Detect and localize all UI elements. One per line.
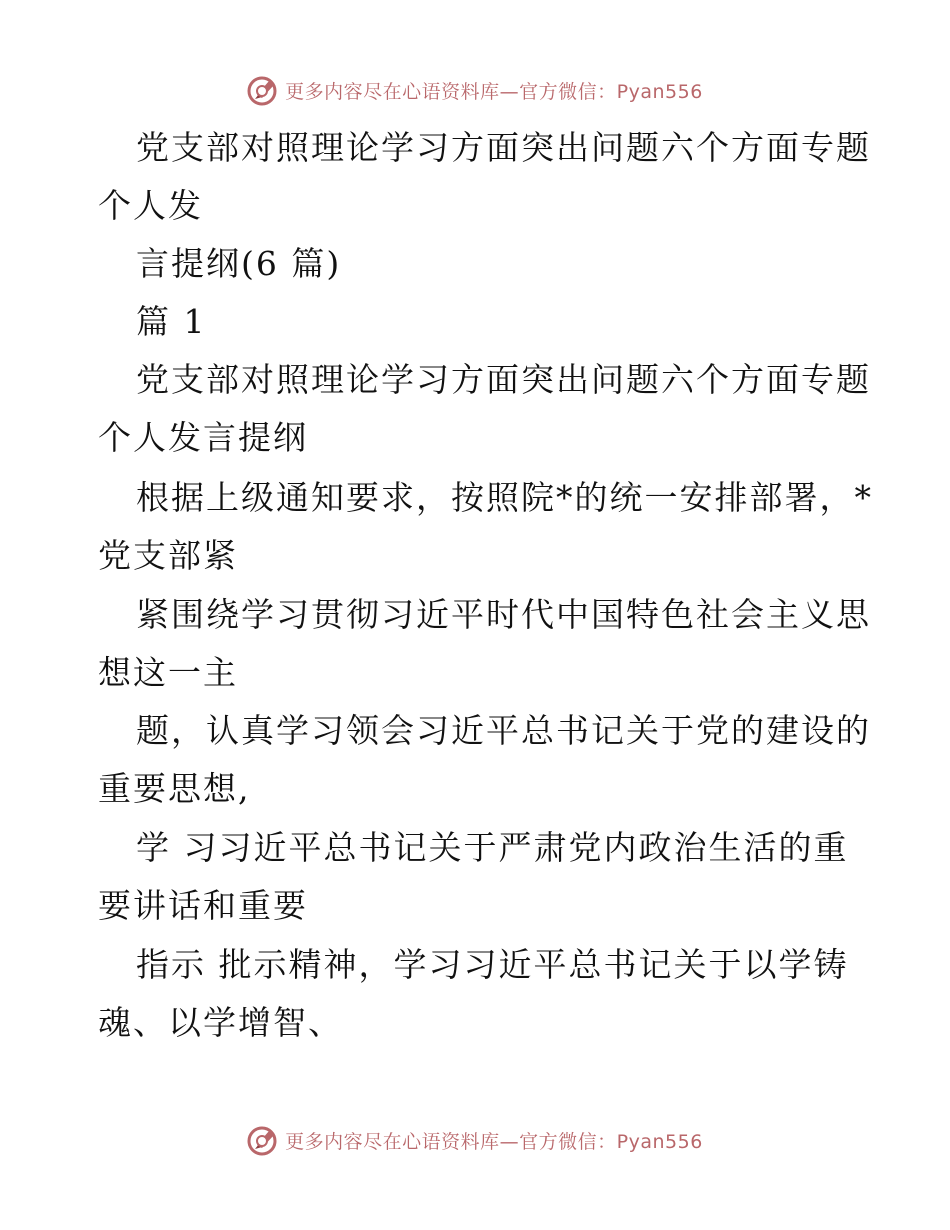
text-line: 想这一主 bbox=[98, 653, 238, 692]
text-line: 言提纲(6 篇) bbox=[136, 244, 342, 283]
footer-watermark bbox=[0, 1120, 950, 1160]
text-line: 个人发 bbox=[98, 186, 203, 225]
text-line: 党支部对照理论学习方面突出问题六个方面专题 bbox=[136, 128, 871, 167]
text-line: 根据上级通知要求，按照院*的统一安排部署，* bbox=[136, 478, 873, 517]
text-line: 学 习习近平总书记关于严肃党内政治生活的重 bbox=[136, 828, 849, 867]
text-line: 要讲话和重要 bbox=[98, 886, 308, 925]
watermark-text: 更多内容尽在心语资料库—官方微信：Pyan556 bbox=[285, 80, 703, 103]
text-line: 党支部紧 bbox=[98, 536, 238, 575]
text-line: 个人发言提纲 bbox=[98, 418, 308, 457]
text-line: 紧围绕学习贯彻习近平时代中国特色社会主义思 bbox=[136, 595, 871, 634]
text-line: 指示 批示精神，学习习近平总书记关于以学铸 bbox=[136, 945, 849, 984]
pen-nib-logo-icon bbox=[247, 1123, 281, 1157]
text-line: 题，认真学习领会习近平总书记关于党的建设的 bbox=[136, 711, 871, 750]
text-line: 重要思想, bbox=[98, 769, 251, 808]
text-line: 魂、以学增智、 bbox=[98, 1003, 343, 1042]
text-line: 党支部对照理论学习方面突出问题六个方面专题 bbox=[136, 360, 871, 399]
watermark-text: 更多内容尽在心语资料库—官方微信：Pyan556 bbox=[285, 1130, 703, 1153]
text-line: 篇 1 bbox=[136, 302, 207, 341]
